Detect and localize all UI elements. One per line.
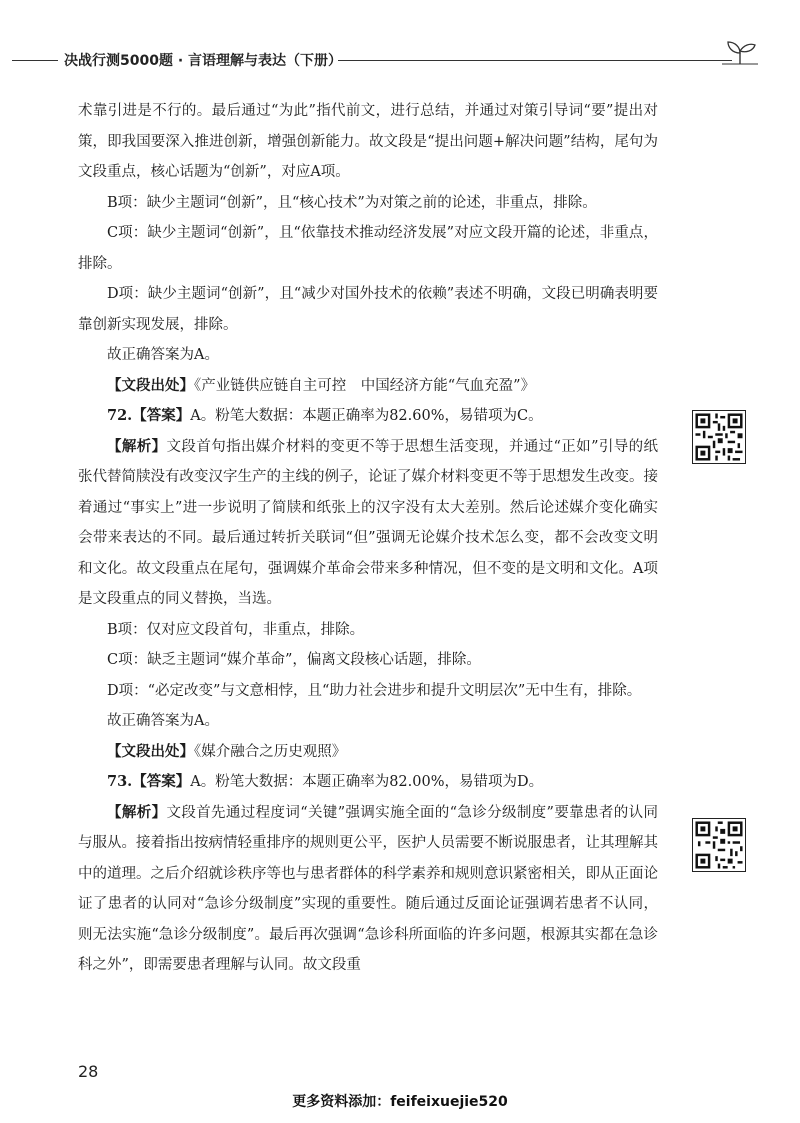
paragraph-text: 《产业链供应链自主可控 中国经济方能“气血充盈”》	[194, 377, 536, 394]
explanation-72	[78, 432, 658, 615]
paragraph-text: 《媒介融合之历史观照》	[194, 743, 347, 760]
section-tag: 【解析】	[107, 437, 167, 455]
section-tag: 【解析】	[107, 803, 167, 821]
paragraph-text: D项：“必定改变”与文意相悖，且“助力社会进步和提升文明层次”无中生有，排除。	[107, 682, 642, 699]
section-tag: 72.【答案】	[107, 407, 191, 424]
option-b-analysis	[78, 188, 658, 219]
source-citation	[78, 371, 658, 402]
book-title: 决战行测5000题 · 言语理解与表达（下册）	[64, 53, 343, 69]
paragraph	[78, 96, 658, 188]
header-rule-right	[338, 60, 732, 61]
answer-conclusion	[78, 340, 658, 371]
source-citation	[78, 737, 658, 768]
paragraph-text: C项：缺乏主题词“媒介革命”，偏离文段核心话题，排除。	[107, 652, 481, 668]
option-b-analysis	[78, 615, 658, 646]
section-tag: 【文段出处】	[107, 376, 194, 394]
footer-note: 更多资料添加：feifeixuejie520	[292, 1094, 508, 1110]
answer-line-72	[78, 401, 658, 432]
paragraph-text: D项：缺少主题词“创新”，且“减少对国外技术的依赖”表述不明确，文段已明确表明要靠创新实现发展，排除。	[78, 286, 658, 333]
section-tag: 【文段出处】	[107, 742, 194, 760]
option-d-analysis	[78, 279, 658, 340]
option-c-analysis	[78, 218, 658, 279]
paragraph-text: 术靠引进是不行的。最后通过“为此”指代前文，进行总结，并通过对策引导词“要”提出对策，即我国要深入推进创新，增强创新能力。故文段是“提出问题+解决问题”结构，尾句为文段重点，核心话题为“创新”，对应A项。	[78, 103, 658, 180]
paragraph-text: 文段首先通过程度词“关键”强调实施全面的“急诊分级制度”要靠患者的认同与服从。接着指出按病情轻重排序的规则更公平，医护人员需要不断说服患者，让其理解其中的道理。之后介绍就诊秩序等也与患者群体的科学素养和规则意识紧密相关，即从正面论证了患者的认同对“急诊分级制度”实现的重要性。随后通过反面论证强调若患者不认同，则无法实施“急诊分级制度”。最后再次强调“急诊科所面临的许多问题，根源其实都在急诊科之外”，即需要患者理解与认同。故文段重	[78, 804, 659, 973]
explanation-73	[78, 798, 658, 981]
sprout-icon	[718, 38, 762, 68]
qr-code-icon[interactable]	[692, 410, 746, 464]
header-rule-left	[12, 60, 58, 61]
paragraph-text: A。粉笔大数据：本题正确率为82.00%，易错项为D。	[190, 774, 544, 790]
qr-code-icon[interactable]	[692, 818, 746, 872]
running-header	[0, 38, 800, 78]
paragraph-text: 故正确答案为A。	[107, 713, 219, 729]
page-body	[78, 96, 658, 981]
paragraph-text: 故正确答案为A。	[107, 347, 219, 363]
paragraph-text: B项：仅对应文段首句，非重点，排除。	[107, 621, 365, 638]
paragraph-text: 文段首句指出媒介材料的变更不等于思想生活变现，并通过“正如”引导的纸张代替简牍没有改变汉字生产的主线的例子，论证了媒介材料变更不等于思想发生改变。接着通过“事实上”进一步说明了简牍和纸张上的汉字没有太大差别。然后论述媒介变化确实会带来表达的不同。最后通过转折关联词“但”强调无论媒介技术怎么变，都不会改变文明和文化。故文段重点在尾句，强调媒介革命会带来多种情况，但不变的是文明和文化。A项是文段重点的同义替换，当选。	[78, 438, 659, 607]
paragraph-text: A。粉笔大数据：本题正确率为82.60%，易错项为C。	[190, 408, 543, 424]
paragraph-text: C项：缺少主题词“创新”，且“依靠技术推动经济发展”对应文段开篇的论述，非重点，排除。	[78, 225, 658, 272]
option-d-analysis	[78, 676, 658, 707]
answer-line-73	[78, 767, 658, 798]
option-c-analysis	[78, 645, 658, 676]
page-number: 28	[78, 1062, 99, 1081]
answer-conclusion	[78, 706, 658, 737]
paragraph-text: B项：缺少主题词“创新”，且“核心技术”为对策之前的论述，非重点，排除。	[107, 194, 597, 211]
section-tag: 73.【答案】	[107, 773, 191, 790]
